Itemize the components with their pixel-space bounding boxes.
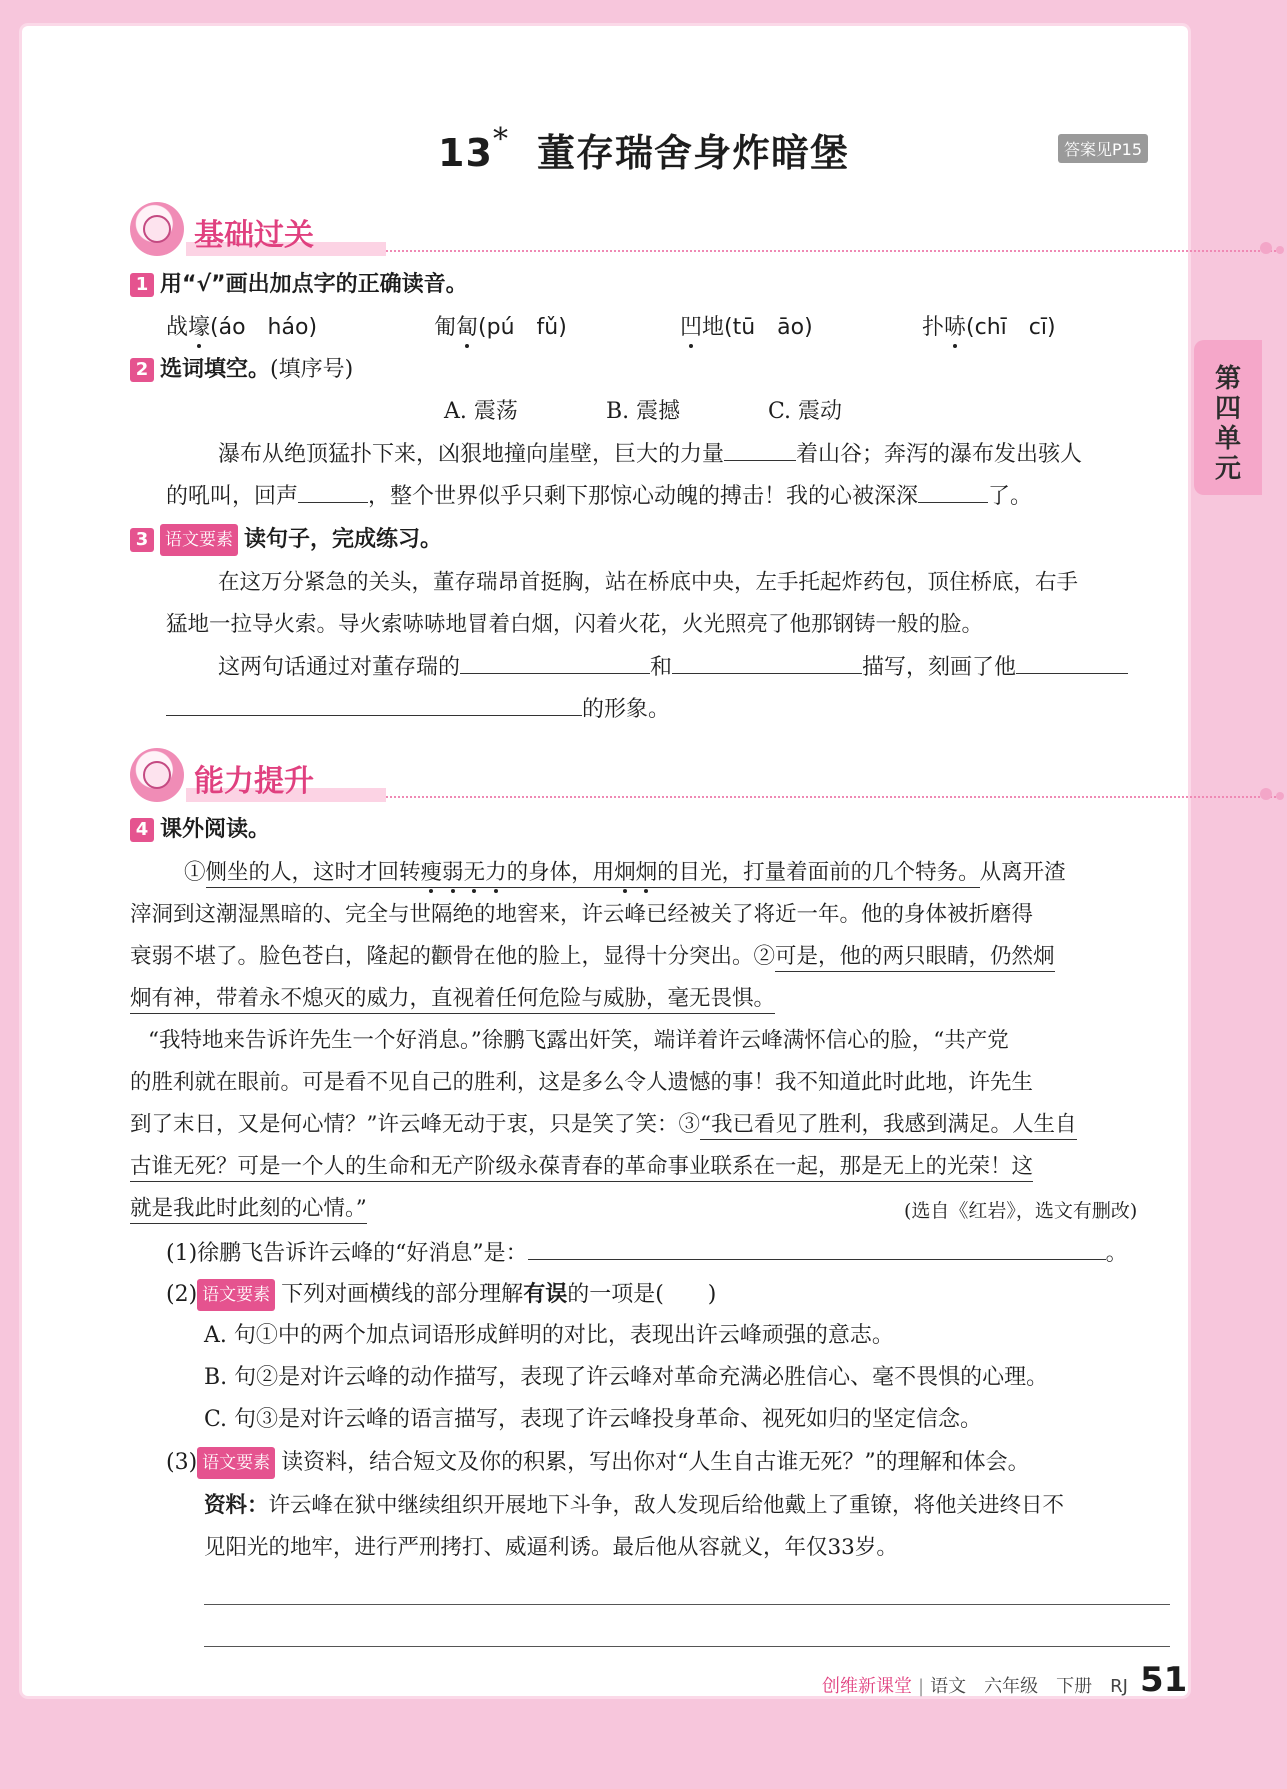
q3-passage-line-2: 猛地一拉导火索。导火索哧哧地冒着白烟，闪着火花，火光照亮了他那钢铸一般的脸。 bbox=[166, 612, 984, 637]
q3-fill-line-2: 的形象。 bbox=[166, 694, 670, 725]
page-number: 51 bbox=[1140, 1660, 1188, 1700]
q2-option-a: A. 震荡 bbox=[444, 399, 518, 424]
answer-blank[interactable] bbox=[672, 652, 862, 674]
unit-side-tab-label: 第四单元 bbox=[1214, 364, 1241, 484]
answer-blank[interactable] bbox=[298, 481, 368, 503]
answer-blank[interactable] bbox=[460, 652, 650, 674]
section-title: 能力提升 bbox=[194, 764, 314, 799]
passage-p2-line-3: 到了末日，又是何心情？”许云峰无动于衷，只是笑了笑：③“我已看见了胜利，我感到满足。人生自 bbox=[130, 1110, 1077, 1140]
material-line-1: 资料：许云峰在狱中继续组织开展地下斗争，敌人发现后给他戴上了重镣，将他关进终日不 bbox=[204, 1493, 1065, 1518]
dotted-divider bbox=[386, 250, 1276, 252]
mascot-icon bbox=[130, 202, 184, 256]
q2-option-c: C. 震动 bbox=[768, 399, 843, 424]
q3-passage-line-1: 在这万分紧急的关头，董存瑞昂首挺胸，站在桥底中央，左手托起炸药包，顶住桥底，右手 bbox=[218, 570, 1079, 595]
q1-item-1: 战壕(áo háo) bbox=[166, 315, 318, 340]
answer-reference-badge: 答案见P15 bbox=[1058, 134, 1148, 163]
question-prompt: 读句子，完成练习。 bbox=[244, 527, 443, 552]
dotted-phrase: 炯炯 bbox=[614, 860, 658, 885]
q3-fill-line: 这两句话通过对董存瑞的 和 描写，刻画了他 bbox=[218, 652, 1128, 683]
sub-question-3: (3) 语文要素 读资料，结合短文及你的积累，写出你对“人生自古谁无死？”的理解和体会。 bbox=[166, 1447, 1030, 1479]
q2-text-line-1: 瀑布从绝顶猛扑下来，凶狠地撞向崖壁，巨大的力量 着山谷；奔泻的瀑布发出骇人 bbox=[218, 439, 1082, 470]
passage-p2-line-4: 古谁无死？可是一个人的生命和无产阶级永葆青春的革命事业联系在一起，那是无上的光荣！这 bbox=[130, 1152, 1033, 1182]
divider-end-dot bbox=[1276, 792, 1284, 800]
question-number: 1 bbox=[130, 273, 154, 297]
question-note: (填序号) bbox=[270, 357, 354, 382]
question-prompt: 课外阅读。 bbox=[160, 817, 271, 842]
passage-p2-line-2: 的胜利就在眼前。可是看不见自己的胜利，这是多么令人遗憾的事！我不知道此时此地，许先生 bbox=[130, 1070, 1034, 1095]
footer-info: 创维新课堂 | 语文 六年级 下册 RJ bbox=[822, 1676, 1128, 1697]
divider-end-dot bbox=[1276, 246, 1284, 254]
answer-blank[interactable] bbox=[1016, 652, 1128, 674]
footer-brand: 创维新课堂 bbox=[822, 1676, 912, 1697]
answer-blank[interactable] bbox=[918, 481, 988, 503]
passage-p1-line-4: 炯有神，带着永不熄灭的威力，直视着任何危险与威胁，毫无畏惧。 bbox=[130, 984, 775, 1014]
passage-p1-line-1: ①侧坐的人，这时才回转瘦弱无力的身体，用炯炯的目光，打量着面前的几个特务。从离开渣 bbox=[184, 858, 1066, 888]
mascot-icon bbox=[130, 748, 184, 802]
passage-p2-line-5: 就是我此时此刻的心情。” bbox=[130, 1194, 367, 1224]
divider-end-dot bbox=[1260, 242, 1272, 254]
question-number: 3 bbox=[130, 528, 154, 552]
q2-option-b: B. 震撼 bbox=[606, 399, 681, 424]
unit-side-tab bbox=[1194, 340, 1262, 495]
key-element-tag: 语文要素 bbox=[160, 524, 238, 556]
question-prompt: 用“√”画出加点字的正确读音。 bbox=[160, 272, 468, 297]
option-c: C. 句③是对许云峰的语言描写，表现了许云峰投身革命、视死如归的坚定信念。 bbox=[204, 1407, 983, 1432]
passage-source: (选自《红岩》，选文有删改) bbox=[904, 1200, 1138, 1222]
option-a: A. 句①中的两个加点词语形成鲜明的对比，表现出许云峰顽强的意志。 bbox=[204, 1323, 894, 1348]
question-number: 2 bbox=[130, 358, 154, 382]
footer-book-info: 语文 六年级 下册 RJ bbox=[930, 1676, 1128, 1697]
q1-item-2: 匍匐(pú fǔ) bbox=[434, 315, 567, 340]
answer-blank[interactable] bbox=[724, 439, 796, 461]
question-2-header bbox=[130, 355, 353, 385]
sub-question-2: (2) 语文要素 下列对画横线的部分理解有误的一项是( ) bbox=[166, 1279, 716, 1311]
section-title: 基础过关 bbox=[194, 218, 314, 253]
question-number: 4 bbox=[130, 818, 154, 842]
q2-text-line-2: 的吼叫，回声 ，整个世界似乎只剩下那惊心动魄的搏击！我的心被深深 了。 bbox=[166, 481, 1032, 512]
passage-p1-line-2: 滓洞到这潮湿黑暗的、完全与世隔绝的地窖来，许云峰已经被关了将近一年。他的身体被折磨得 bbox=[130, 902, 1034, 927]
answer-blank[interactable] bbox=[166, 694, 582, 716]
question-prompt: 选词填空。 bbox=[160, 357, 271, 382]
passage-p2-line-1: “我特地来告诉许先生一个好消息。”徐鹏飞露出奸笑，端详着许云峰满怀信心的脸，“共产党 bbox=[148, 1028, 1009, 1053]
question-4-header bbox=[130, 815, 270, 845]
question-3-header bbox=[130, 524, 442, 556]
lesson-star: * bbox=[492, 122, 509, 157]
passage-p1-line-3: 衰弱不堪了。脸色苍白，隆起的颧骨在他的脸上，显得十分突出。②可是，他的两只眼睛，仍然炯 bbox=[130, 942, 1055, 972]
key-element-tag: 语文要素 bbox=[197, 1279, 275, 1311]
dotted-divider bbox=[386, 796, 1276, 798]
option-b: B. 句②是对许云峰的动作描写，表现了许云峰对革命充满必胜信心、毫不畏惧的心理。 bbox=[204, 1365, 1049, 1390]
key-element-tag: 语文要素 bbox=[197, 1447, 275, 1479]
section-header-advanced bbox=[130, 748, 1170, 802]
answer-line[interactable] bbox=[204, 1604, 1170, 1605]
material-line-2: 见阳光的地牢，进行严刑拷打、威逼利诱。最后他从容就义，年仅33岁。 bbox=[204, 1535, 898, 1560]
section-header-basic bbox=[130, 202, 1170, 256]
answer-line[interactable] bbox=[204, 1646, 1170, 1647]
lesson-title-text: 董存瑞舍身炸暗堡 bbox=[536, 130, 849, 175]
lesson-number: 13 bbox=[438, 131, 493, 175]
question-1-header bbox=[130, 270, 468, 300]
dotted-phrase: 瘦弱无力 bbox=[420, 860, 507, 885]
q1-item-3: 凹地(tū āo) bbox=[680, 315, 813, 340]
divider-end-dot bbox=[1260, 788, 1272, 800]
sub-question-1: (1)徐鹏飞告诉许云峰的“好消息”是： 。 bbox=[166, 1238, 1128, 1269]
answer-blank[interactable] bbox=[528, 1238, 1106, 1260]
q1-item-4: 扑哧(chī cī) bbox=[922, 315, 1056, 340]
